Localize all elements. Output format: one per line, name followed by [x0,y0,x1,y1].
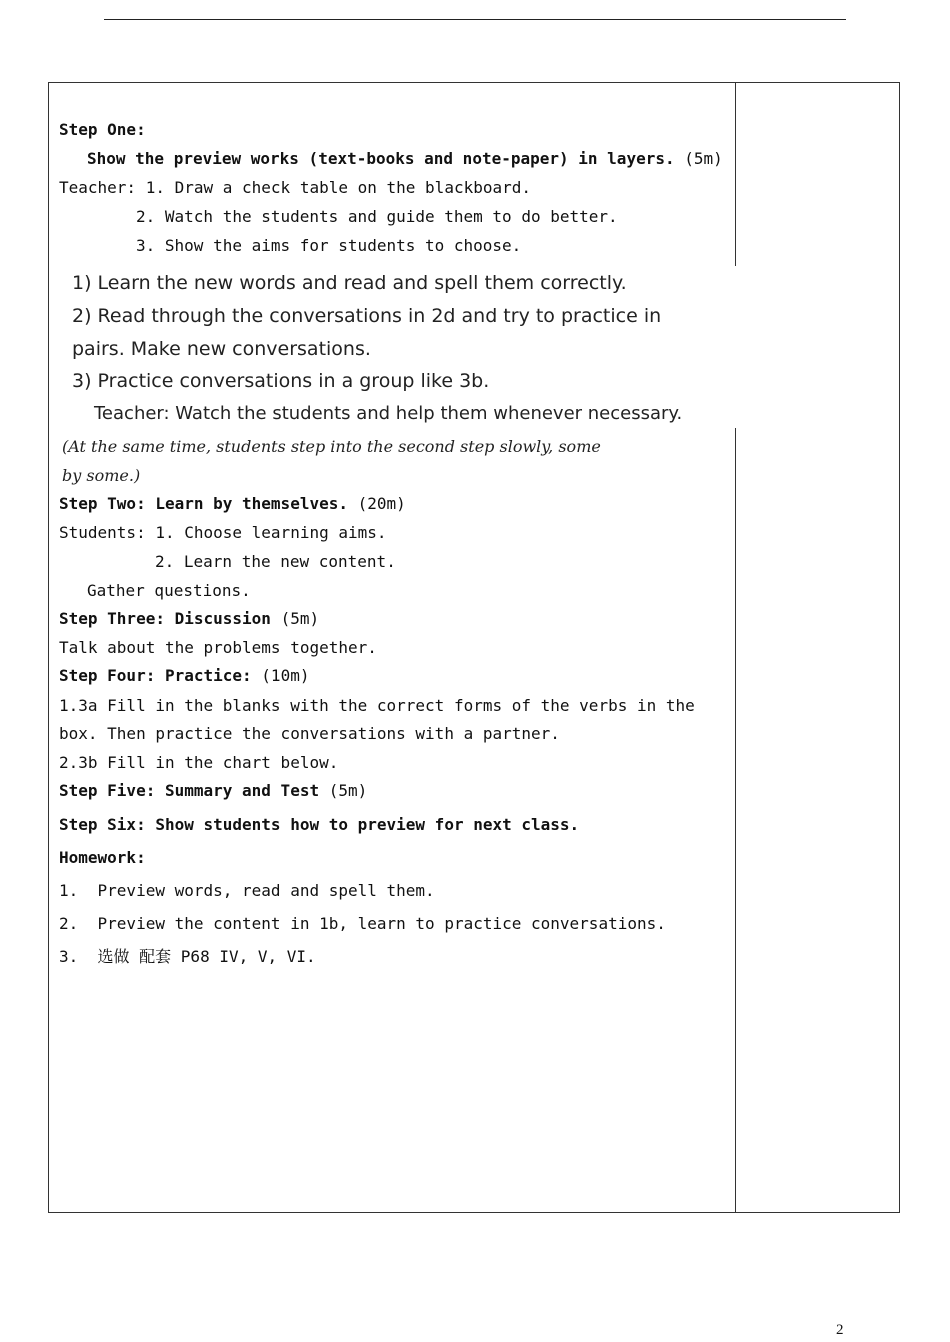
students-step-2: 2. Learn the new content. [155,552,396,571]
practice-item-1b: box. Then practice the conversations with a partner. [59,724,560,743]
step-three-title: Step Three: Discussion [59,609,271,628]
step-six-title: Step Six: Show students how to preview for next class. [59,815,580,834]
gather-questions: Gather questions. [87,581,251,600]
homework-title: Homework: [59,848,146,867]
page-number: 2 [836,1322,844,1338]
talk-problems: Talk about the problems together. [59,638,377,657]
homework-item-1: 1. Preview words, read and spell them. [59,881,435,900]
step-two-heading [59,494,406,514]
step-four-time: (10m) [261,666,310,685]
step-three-time: (5m) [280,609,320,628]
note-line-1: (At the same time, students step into the second step slowly, some [62,437,601,456]
teacher-watch: Teacher: Watch the students and help them whenever necessary. [94,403,683,424]
step-two-title: Step Two: Learn by themselves. [59,494,348,513]
homework-item-2: 2. Preview the content in 1b, learn to practice conversations. [59,914,666,933]
header-rule [104,19,846,20]
aim-2b: pairs. Make new conversations. [72,338,371,360]
aim-2a: 2) Read through the conversations in 2d and try to practice in [72,305,662,327]
homework-item-3: 3. 选做 配套 P68 IV, V, VI. [59,947,316,966]
step-one-preview [87,149,723,169]
aim-1: 1) Learn the new words and read and spell them correctly. [72,272,627,294]
step-four-title: Step Four: Practice: [59,666,252,685]
step-two-time: (20m) [357,494,406,513]
teacher-step-3: 3. Show the aims for students to choose. [136,236,522,255]
step-one-time: (5m) [684,149,723,168]
learning-aims-block [62,266,738,428]
step-four-heading [59,666,309,686]
step-five-title: Step Five: Summary and Test [59,781,320,800]
students-step-1: Students: 1. Choose learning aims. [59,523,387,542]
practice-item-2: 2.3b Fill in the chart below. [59,753,339,772]
note-line-2: by some.) [62,466,141,485]
step-three-heading [59,609,319,629]
step-five-time: (5m) [328,781,368,800]
practice-item-1a: 1.3a Fill in the blanks with the correct forms of the verbs in the [59,696,695,715]
step-five-heading [59,781,367,801]
aim-3: 3) Practice conversations in a group like 3b. [72,370,490,392]
step-one-preview-text: Show the preview works (text-books and note-paper) in layers. [87,149,675,168]
teacher-step-2: 2. Watch the students and guide them to do better. [136,207,618,226]
teacher-step-1: Teacher: 1. Draw a check table on the blackboard. [59,178,532,197]
table-column-divider [735,82,736,1213]
step-one-title: Step One: [59,120,146,139]
